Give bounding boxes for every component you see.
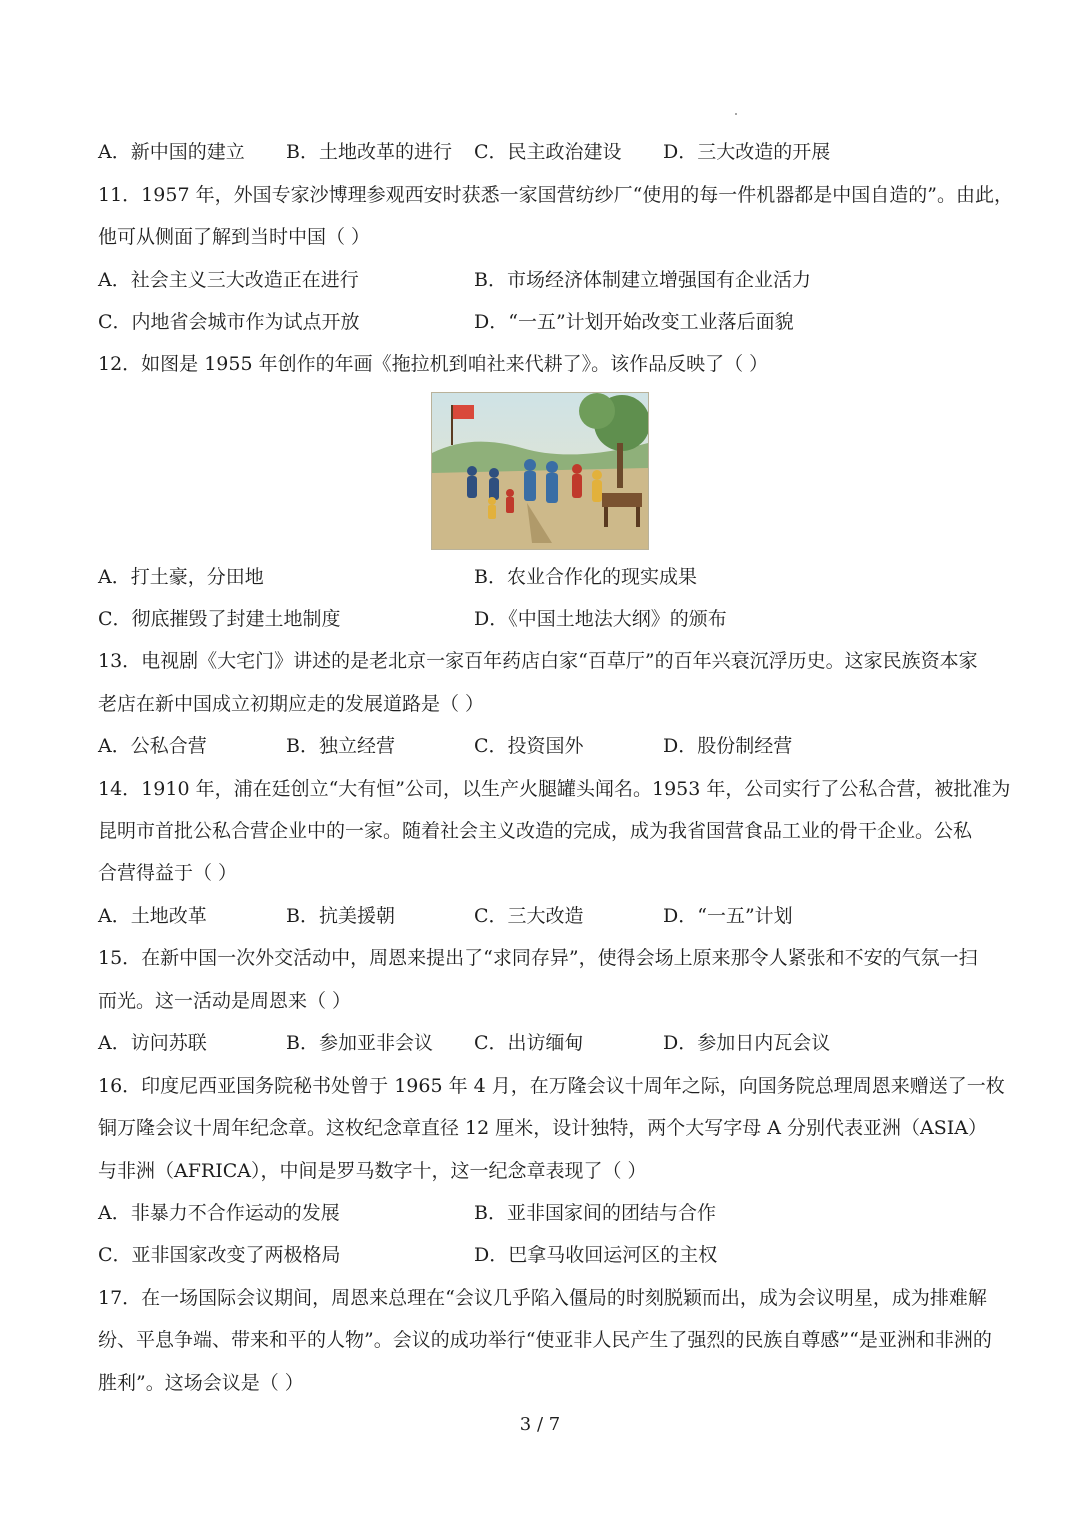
q16-stem-line2: 铜万隆会议十周年纪念章。这枚纪念章直径 12 厘米，设计独特，两个大写字母 A 分别代表亚洲（ASIA）: [98, 1117, 988, 1139]
q13-stem-line1: 13．电视剧《大宅门》讲述的是老北京一家百年药店白家“百草厅”的百年兴衰沉浮历史。这家民族资本家: [98, 650, 978, 672]
q15-stem-line2: 而光。这一活动是周恩来（ ）: [98, 990, 352, 1012]
q13-option-c: C．投资国外: [474, 735, 584, 757]
q15-stem-line1: 15．在新中国一次外交活动中，周恩来提出了“求同存异”，使得会场上原来那令人紧张和不安的气氛一扫: [98, 947, 978, 969]
q13-option-b: B．独立经营: [286, 735, 395, 757]
q11-option-b: B．市场经济体制建立增强国有企业活力: [474, 269, 811, 291]
q10-option-a: A．新中国的建立: [98, 141, 245, 163]
q14-stem-line1: 14．1910 年，浦在廷创立“大有恒”公司，以生产火腿罐头闻名。1953 年，公司实行了公私合营，被批准为: [98, 778, 1011, 800]
q10-option-c: C．民主政治建设: [474, 141, 622, 163]
q14-option-c: C．三大改造: [474, 905, 584, 927]
q12-option-c: C．彻底摧毁了封建土地制度: [98, 608, 341, 630]
q16-option-a: A．非暴力不合作运动的发展: [98, 1202, 340, 1224]
q15-option-d: D．参加日内瓦会议: [663, 1032, 831, 1054]
q14-option-d: D．“一五”计划: [663, 905, 793, 927]
q15-option-a: A．访问苏联: [98, 1032, 207, 1054]
q15-option-b: B．参加亚非会议: [286, 1032, 433, 1054]
q16-option-c: C．亚非国家改变了两极格局: [98, 1244, 341, 1266]
q16-option-d: D．巴拿马收回运河区的主权: [474, 1244, 718, 1266]
q11-option-c: C．内地省会城市作为试点开放: [98, 311, 360, 333]
scan-speck: [735, 113, 737, 115]
q12-option-a: A．打土豪，分田地: [98, 566, 264, 588]
q13-stem-line2: 老店在新中国成立初期应走的发展道路是（ ）: [98, 693, 485, 715]
q12-stem: 12．如图是 1955 年创作的年画《拖拉机到咱社来代耕了》。该作品反映了（ ）: [98, 353, 769, 375]
q15-option-c: C．出访缅甸: [474, 1032, 584, 1054]
q14-option-a: A．土地改革: [98, 905, 207, 927]
q14-stem-line3: 合营得益于（ ）: [98, 862, 238, 884]
q11-stem-line1: 11．1957 年，外国专家沙博理参观西安时获悉一家国营纺纱厂“使用的每一件机器都是中国自造的”。由此，: [98, 184, 1013, 206]
q11-stem-line2: 他可从侧面了解到当时中国（ ）: [98, 226, 371, 248]
q17-stem-line2: 纷、平息争端、带来和平的人物”。会议的成功举行“使亚非人民产生了强烈的民族自尊感”“是亚洲和非洲的: [98, 1329, 992, 1351]
q12-option-b: B．农业合作化的现实成果: [474, 566, 697, 588]
q13-option-d: D．股份制经营: [663, 735, 793, 757]
q12-option-d: D．《中国土地法大纲》的颁布: [474, 608, 727, 630]
page-number: 3 / 7: [519, 1414, 561, 1435]
q16-option-b: B．亚非国家间的团结与合作: [474, 1202, 716, 1224]
q14-option-b: B．抗美援朝: [286, 905, 395, 927]
q10-option-d: D．三大改造的开展: [663, 141, 831, 163]
q11-option-a: A．社会主义三大改造正在进行: [98, 269, 359, 291]
q13-option-a: A．公私合营: [98, 735, 207, 757]
q14-stem-line2: 昆明市首批公私合营企业中的一家。随着社会主义改造的完成，成为我省国营食品工业的骨干企业。公私: [98, 820, 973, 842]
painting-illustration: [432, 393, 648, 549]
q11-option-d: D．“一五”计划开始改变工业落后面貌: [474, 311, 794, 333]
q16-stem-line1: 16．印度尼西亚国务院秘书处曾于 1965 年 4 月，在万隆会议十周年之际，向国务院总理周恩来赠送了一枚: [98, 1075, 1005, 1097]
q17-stem-line1: 17．在一场国际会议期间，周恩来总理在“会议几乎陷入僵局的时刻脱颖而出，成为会议明星，成为排难解: [98, 1287, 987, 1309]
new-year-painting-image: [431, 392, 649, 550]
q16-stem-line3: 与非洲（AFRICA），中间是罗马数字十，这一纪念章表现了（ ）: [98, 1160, 647, 1182]
q10-option-b: B．土地改革的进行: [286, 141, 452, 163]
q17-stem-line3: 胜利”。这场会议是（ ）: [98, 1372, 304, 1394]
